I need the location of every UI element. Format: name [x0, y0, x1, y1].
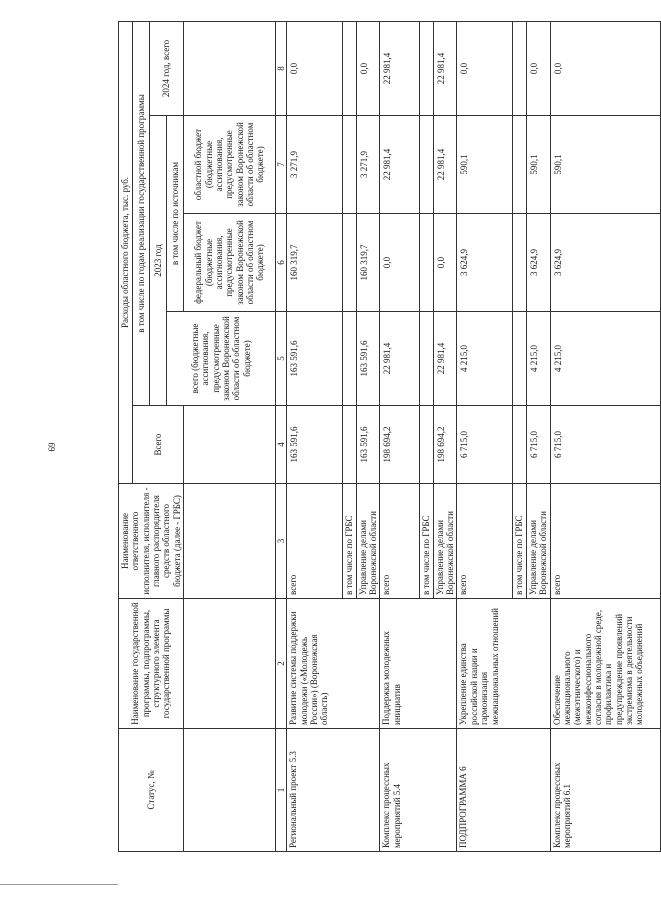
cell-regional: 590,1 — [550, 116, 660, 214]
header-regional: областной бюджет (бюджетные ассигнования, предусмотренные законом Воронежской области об областном бюджете) — [184, 116, 276, 214]
column-number: 2 — [276, 599, 287, 729]
page-number: 69 — [47, 442, 57, 452]
cell-2024: 0,0 — [526, 21, 550, 115]
cell-2024: 22 981,4 — [380, 21, 420, 115]
column-number: 6 — [276, 214, 287, 312]
row-executor: всего — [457, 484, 513, 599]
header-total-breakdown: всего (бюджетные ассигнования, предусмотренные законом Воронежской области об областном бюджете) — [167, 312, 276, 406]
row-name: Поддержка молодежных инициатив — [380, 599, 457, 729]
cell-2023-total: 22 981,4 — [433, 312, 457, 406]
cell-federal: 160 319,7 — [287, 214, 343, 312]
column-number: 5 — [276, 312, 287, 406]
row-name: Обеспечение межнационального (межэтнического) и межконфессионального согласия в молодежной среде, профилактика и предупреждение проявлений экстремизма в деятельности молодежных объединений — [550, 599, 660, 729]
cell-2024: 0,0 — [550, 21, 660, 115]
cell-federal: 160 319,7 — [356, 214, 380, 312]
cell-total: 163 591,6 — [356, 406, 380, 484]
cell-federal: 3 624,9 — [550, 214, 660, 312]
header-year-2023: 2023 год — [150, 116, 167, 406]
cell-federal: 3 624,9 — [526, 214, 550, 312]
row-executor: Управление делами Воронежской области — [433, 484, 457, 599]
cell-federal: 0,0 — [380, 214, 420, 312]
cell-2023-total: 163 591,6 — [287, 312, 343, 406]
cell-2023-total: 4 215,0 — [550, 312, 660, 406]
cell-2024: 0,0 — [457, 21, 513, 115]
cell-federal: 3 624,9 — [457, 214, 513, 312]
column-number: 4 — [276, 406, 287, 484]
header-year-2024: 2024 год, всего — [150, 21, 184, 115]
cell-total: 6 715,0 — [526, 406, 550, 484]
row-executor: в том числе по ГРБС — [420, 484, 433, 599]
header-including-sources: в том числе по источникам — [167, 116, 184, 312]
cell-regional: 22 981,4 — [380, 116, 420, 214]
cell-2023-total: 163 591,6 — [356, 312, 380, 406]
header-by-years: в том числе по годам реализации государственной программы — [133, 21, 150, 405]
cell-2024: 22 981,4 — [433, 21, 457, 115]
row-status: Региональный проект 5.3 — [287, 729, 380, 852]
row-executor: всего — [550, 484, 660, 599]
budget-table-rotated — [118, 22, 645, 852]
row-executor: Управление делами Воронежской области — [526, 484, 550, 599]
cell-2023-total: 4 215,0 — [526, 312, 550, 406]
cell-total: 6 715,0 — [550, 406, 660, 484]
header-federal: федеральный бюджет (бюджетные ассигнования, предусмотренные законом Воронежской области об областном бюджете) — [184, 214, 276, 312]
cell-regional: 3 271,9 — [356, 116, 380, 214]
cell-total: 163 591,6 — [287, 406, 343, 484]
column-number: 7 — [276, 116, 287, 214]
header-executor: Наименование ответственного исполнителя, исполнителя - главного распорядителя средств областного бюджета (далее - ГРБС) — [119, 484, 184, 599]
row-name: Укрепление единства российской нации и гармонизация межнациональных отношений — [457, 599, 550, 729]
header-name: Наименование государственной программы, подпрограммы, структурного элемента государственной программы — [119, 599, 184, 729]
row-status: Комплекс процессных мероприятий 5.4 — [380, 729, 457, 852]
cell-total: 198 694,2 — [433, 406, 457, 484]
cell-regional: 590,1 — [457, 116, 513, 214]
cell-regional: 3 271,9 — [287, 116, 343, 214]
row-executor: в том числе по ГРБС — [513, 484, 526, 599]
column-number: 3 — [276, 484, 287, 599]
column-number: 1 — [276, 729, 287, 852]
cell-total: 198 694,2 — [380, 406, 420, 484]
cell-federal: 0,0 — [433, 214, 457, 312]
budget-table — [118, 21, 661, 852]
row-executor: в том числе по ГРБС — [343, 484, 356, 599]
cell-2023-total: 4 215,0 — [457, 312, 513, 406]
row-executor: всего — [287, 484, 343, 599]
header-total: Всего — [133, 406, 184, 484]
row-name: Развитие системы поддержки молодежи («Молодежь России») (Воронежская область) — [287, 599, 380, 729]
header-expenses: Расходы областного бюджета, тыс. руб. — [119, 21, 133, 483]
cell-regional: 590,1 — [526, 116, 550, 214]
row-status: Комплекс процессных мероприятий 6.1 — [550, 729, 660, 852]
row-executor: всего — [380, 484, 420, 599]
cell-total: 6 715,0 — [457, 406, 513, 484]
cell-regional: 22 981,4 — [433, 116, 457, 214]
footer-rule — [0, 884, 118, 885]
row-status: ПОДПРОГРАММА 6 — [457, 729, 550, 852]
column-number: 8 — [276, 21, 287, 115]
header-status: Статус, № — [119, 729, 184, 852]
cell-2023-total: 22 981,4 — [380, 312, 420, 406]
cell-2024: 0,0 — [356, 21, 380, 115]
row-executor: Управление делами Воронежской области — [356, 484, 380, 599]
cell-2024: 0,0 — [287, 21, 343, 115]
